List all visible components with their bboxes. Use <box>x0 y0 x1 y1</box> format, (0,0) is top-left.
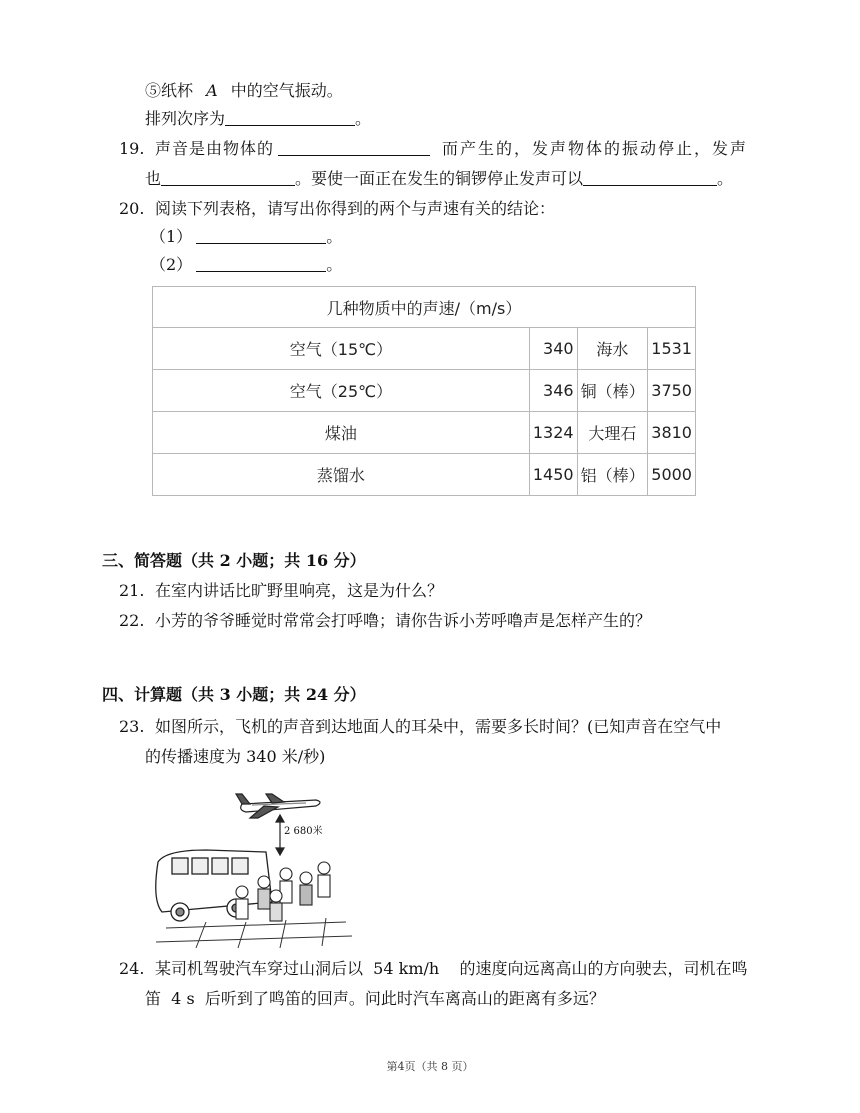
q22-number: 22. <box>119 611 145 630</box>
table-title-row <box>153 287 696 328</box>
airplane-bus-illustration <box>146 782 352 950</box>
material-cell: 空气（25℃） <box>153 370 530 412</box>
q22-text: 小芳的爷爷睡觉时常常会打呼噜；请你告诉小芳呼噜声是怎样产生的？ <box>155 611 652 630</box>
q20-answer2-label: （2） <box>150 255 193 274</box>
distance-arrow <box>276 815 284 855</box>
q19-number: 19. <box>119 139 145 158</box>
q19-blank3[interactable] <box>583 169 717 186</box>
material-cell: 大理石 <box>577 412 648 454</box>
q19-text1: 声音是由物体的 <box>155 139 275 158</box>
material-cell: 铝（棒） <box>577 454 648 496</box>
speed-cell: 3810 <box>648 412 696 454</box>
q19-text4: 。要使一面正在发生的铜锣停止发声可以 <box>295 169 584 188</box>
q22-line <box>119 610 651 632</box>
material-cell: 蒸馏水 <box>153 454 530 496</box>
q19-blank2[interactable] <box>161 169 295 186</box>
q23-figure <box>146 782 352 950</box>
table-row <box>153 370 696 412</box>
material-cell: 铜（棒） <box>577 370 648 412</box>
q23-number: 23. <box>119 717 145 736</box>
q18-item5-pre: ⑤纸杯 <box>145 81 194 100</box>
q18-order-blank[interactable] <box>225 109 355 126</box>
q20-answer1-end: 。 <box>326 227 343 246</box>
section3-heading: 三、简答题（共 2 小题；共 16 分） <box>102 551 366 570</box>
q20-text: 阅读下列表格，请写出你得到的两个与声速有关的结论： <box>155 199 556 218</box>
table-row <box>153 328 696 370</box>
q24-text1: 某司机驾驶汽车穿过山洞后以 54 km/h 的速度向远离高山的方向驶去，司机在鸣 <box>155 959 748 978</box>
q19-blank1[interactable] <box>278 139 430 156</box>
q18-order <box>145 108 371 130</box>
material-cell: 海水 <box>577 328 648 370</box>
q20-answer1 <box>150 226 342 248</box>
q23-line2: 的传播速度为 340 米/秒) <box>145 747 326 766</box>
q21-number: 21. <box>119 581 145 600</box>
speed-cell: 5000 <box>648 454 696 496</box>
speed-cell: 340 <box>529 328 577 370</box>
q20-answer2-blank[interactable] <box>196 255 326 272</box>
q18-order-end: 。 <box>355 109 372 128</box>
table-row <box>153 412 696 454</box>
q20-answer1-blank[interactable] <box>196 227 326 244</box>
section4-heading: 四、计算题（共 3 小题；共 24 分） <box>102 685 366 704</box>
table-row <box>153 454 696 496</box>
speed-cell: 3750 <box>648 370 696 412</box>
q19-line1 <box>119 138 748 160</box>
q20-answer1-label: （1） <box>150 227 193 246</box>
q18-order-label: 排列次序为 <box>145 109 226 128</box>
speed-cell: 1324 <box>529 412 577 454</box>
distance-label: 2 680米 <box>284 826 323 837</box>
q19-text5: 。 <box>717 169 734 188</box>
airplane-icon <box>236 794 320 818</box>
q20-answer2 <box>150 254 342 276</box>
q19-line2 <box>145 168 733 190</box>
q20-answer2-end: 。 <box>326 255 343 274</box>
q18-item5 <box>145 80 343 102</box>
q23-text1: 如图所示，飞机的声音到达地面人的耳朵中，需要多长时间？(已知声音在空气中 <box>155 717 722 736</box>
q23-line1 <box>119 716 721 738</box>
sound-speed-table <box>152 286 696 496</box>
q18-item5-post: 中的空气振动。 <box>230 81 343 100</box>
q24-number: 24. <box>119 959 145 978</box>
q21-text: 在室内讲话比旷野里响亮，这是为什么？ <box>155 581 444 600</box>
bus-icon <box>156 850 272 921</box>
q18-item5-var: A <box>206 81 218 100</box>
q20-line <box>119 198 555 220</box>
page-footer: 第4页（共 8 页） <box>386 1060 474 1073</box>
q24-line2: 笛 4 s 后听到了鸣笛的回声。问此时汽车离高山的距离有多远？ <box>145 989 605 1008</box>
ground-grid <box>156 918 352 948</box>
q19-text3: 也 <box>145 169 162 188</box>
q21-line <box>119 580 443 602</box>
material-cell: 煤油 <box>153 412 530 454</box>
speed-cell: 1531 <box>648 328 696 370</box>
table-title: 几种物质中的声速/（m/s） <box>153 287 696 328</box>
speed-cell: 346 <box>529 370 577 412</box>
material-cell: 空气（15℃） <box>153 328 530 370</box>
q20-number: 20. <box>119 199 145 218</box>
q19-text2: 而产生的，发声物体的振动停止，发声 <box>442 139 749 158</box>
q24-line1 <box>119 958 748 980</box>
speed-cell: 1450 <box>529 454 577 496</box>
